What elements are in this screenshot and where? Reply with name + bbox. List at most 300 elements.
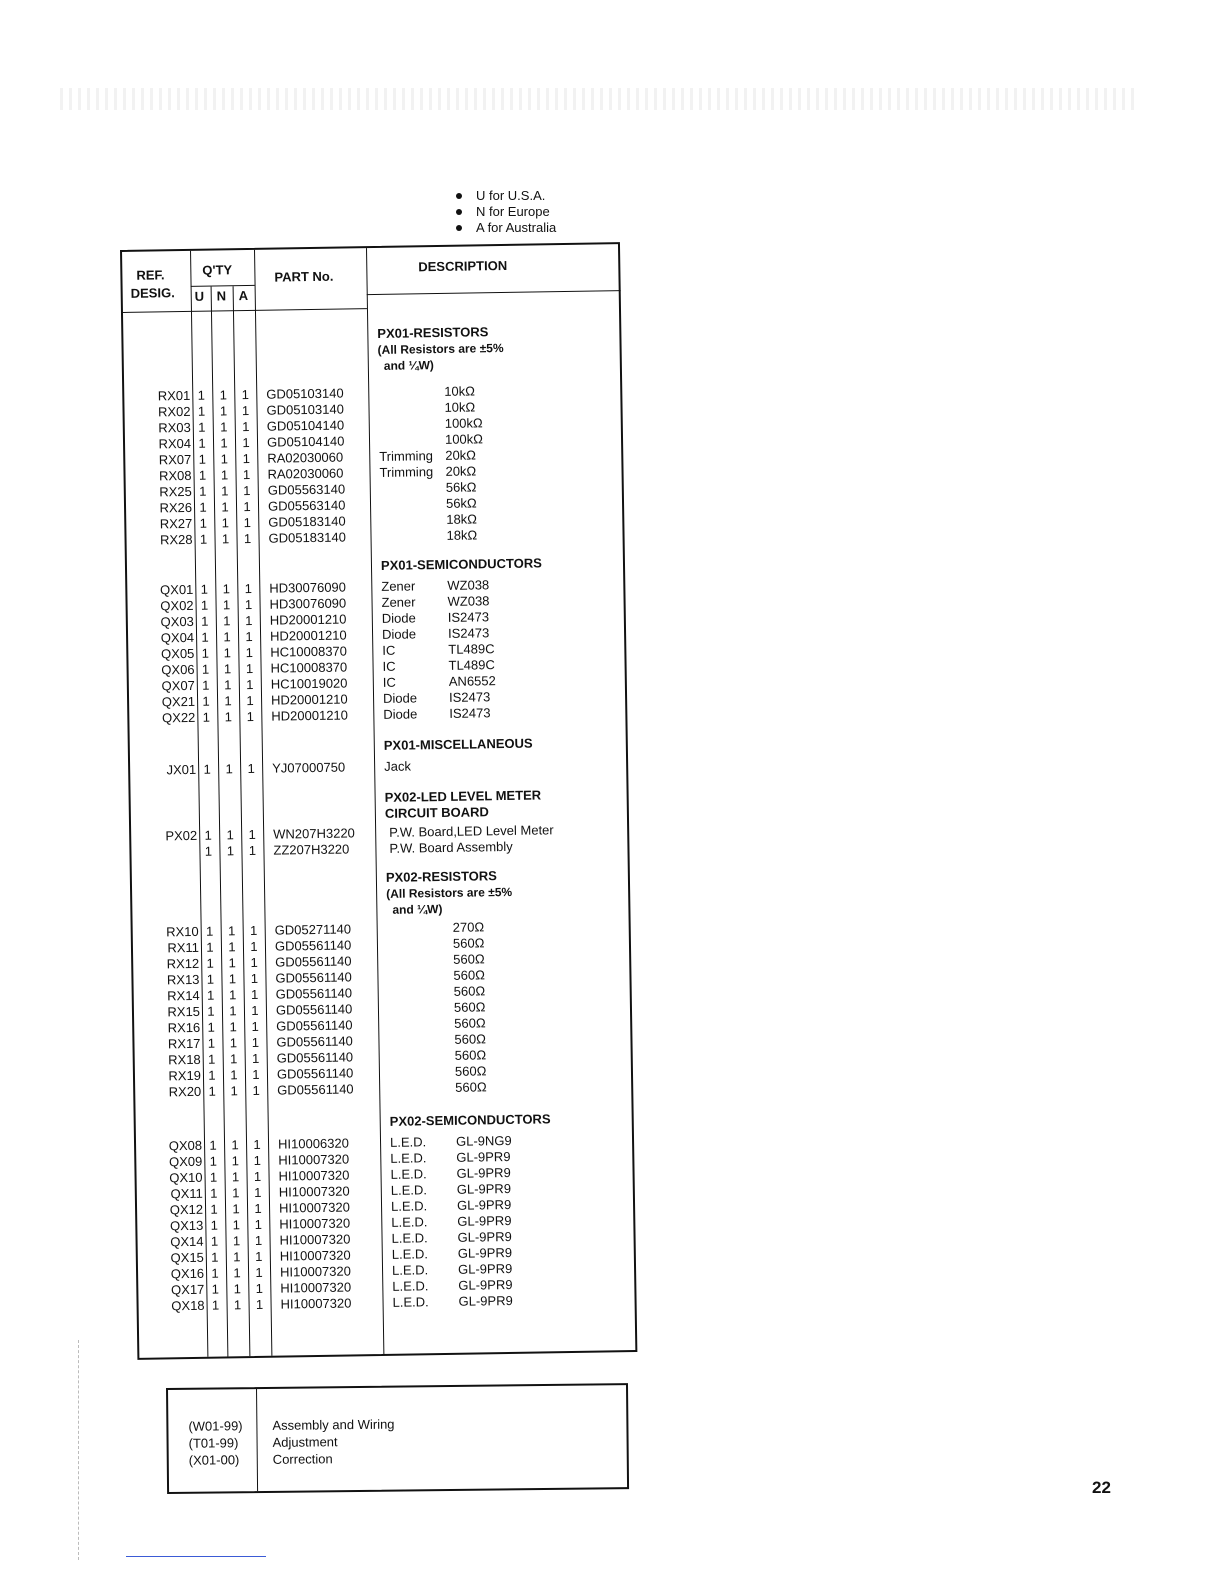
ref-desig: RX04 [158,435,192,452]
qty-a: 1 [250,970,259,987]
description-value: 100kΩ [444,415,483,431]
margin-line [78,1340,79,1560]
header-divider [123,310,255,313]
ref-desig [133,843,197,844]
part-number: RA02030060 [267,449,344,466]
part-number: HC10019020 [270,675,348,692]
description-value: GL-9PR9 [457,1212,512,1229]
ref-desig: RX16 [167,1019,201,1036]
description-type: Zener [381,578,416,594]
ref-desig: RX19 [168,1067,202,1084]
description-value: 20kΩ [445,447,477,463]
description-value: 560Ω [455,1079,487,1095]
qty-n: 1 [220,451,229,467]
ref-desig: RX10 [166,923,199,940]
description-value: 560Ω [453,951,485,967]
part-number: GD05561140 [274,937,352,954]
description-value: WZ038 [447,593,490,609]
section-title [377,324,504,374]
qty-u: 1 [206,971,215,987]
part-number: HI10007320 [278,1199,351,1216]
section-heading: PX01-SEMICONDUCTORS [380,555,542,573]
part-number: GD05104140 [266,433,345,450]
qty-a: 1 [254,1232,263,1249]
qty-a: 1 [243,498,251,515]
description-value: 270Ω [452,919,485,935]
qty-a: 1 [254,1200,262,1217]
part-number: HD30076090 [269,595,347,612]
ref-desig: RX18 [168,1051,201,1068]
ref-desig: RX07 [158,451,192,468]
qty-n: 1 [224,709,233,725]
part-number: GD05561140 [275,985,353,1002]
desig-header: DESIG. [130,285,175,301]
part-number: WN207H3220 [273,825,355,842]
bullet-icon [456,225,462,231]
qty-u: 1 [197,403,206,419]
header-divider [255,308,367,311]
qty-a: 1 [250,986,259,1003]
page-number: 22 [1092,1478,1111,1497]
qty-a: 1 [255,1248,263,1264]
part-number: GD05103140 [266,385,344,402]
qty-u: 1 [206,939,214,955]
qty-n: 1 [221,515,230,531]
part-number: HI10007320 [280,1279,352,1296]
qty-a: 1 [255,1280,264,1296]
ref-desig: RX17 [167,1035,201,1052]
description-type: L.E.D. [391,1230,428,1246]
part-number: RA02030060 [267,465,344,482]
qty-u: 1 [201,645,210,661]
ref-desig: RX15 [167,1003,201,1020]
qty-a: 1 [253,1136,261,1153]
description-type: IC [382,674,396,690]
legend-item [456,188,556,204]
qty-u: 1 [211,1297,220,1313]
qty-a: 1 [244,596,253,613]
qty-u: 1 [198,467,207,483]
part-number: HI10007320 [279,1231,351,1248]
description-value: 20kΩ [445,463,477,479]
section-title [390,1111,551,1130]
description-value: GL-9NG9 [455,1132,512,1149]
qty-u: 1 [207,1019,215,1035]
qty-u: 1 [206,987,215,1003]
qty-u: 1 [208,1067,216,1083]
qty-u: 1 [208,1083,216,1099]
qty-u: 1 [201,613,209,629]
qty-a: 1 [255,1296,264,1312]
qty-n: 1 [232,1217,241,1233]
ref-desig: QX14 [170,1233,204,1250]
qty-u: 1 [210,1233,219,1249]
part-number: HC10008370 [270,659,348,676]
qty-a: 1 [248,826,256,843]
ref-desig: QX08 [168,1137,203,1154]
description-value: TL489C [448,657,495,673]
column-divider [256,1389,258,1491]
qty-n: 1 [233,1265,241,1281]
description-type: P.W. Board Assembly [389,838,513,856]
description-value: GL-9PR9 [456,1180,512,1197]
qty-u: 1 [199,515,208,531]
part-number: HI10007320 [278,1167,350,1184]
description-value: GL-9PR9 [458,1292,513,1309]
ref-desig: RX14 [167,987,200,1004]
qty-u: 1 [197,387,206,403]
description-type: Trimming [379,448,434,464]
qty-n: 1 [229,1035,238,1051]
part-number: GD05561140 [276,1033,353,1050]
qty-a: 1 [255,1264,263,1280]
qty-n: 1 [233,1249,241,1265]
qty-n: 1 [227,923,236,939]
qty-a: 1 [241,386,250,403]
qty-a: 1 [254,1184,262,1201]
qty-a: 1 [243,530,252,547]
qty-u: 1 [210,1217,219,1233]
qty-u: 1 [198,419,206,435]
part-number: GD05563140 [267,497,346,514]
qty-a: 1 [251,1034,260,1051]
qty-a: 1 [252,1066,260,1083]
qty-u: 1 [198,435,206,451]
part-number: HD20001210 [269,627,347,644]
qty-u: 1 [209,1169,218,1185]
part-number: YJ07000750 [272,759,346,776]
table-row [130,754,626,779]
qty-u: 1 [207,1035,216,1051]
description-value: IS2473 [447,609,490,625]
qty-a: 1 [242,450,251,467]
parts-table [120,242,637,1360]
part-number: GD05561140 [276,1017,353,1034]
qty-n: 1 [228,955,236,971]
qty-n: 1 [221,483,229,499]
qty-n: 1 [223,629,231,645]
qty-n-header: N [216,288,227,304]
qty-u: 1 [207,1003,215,1019]
qty-a: 1 [246,676,254,693]
ref-desig: QX10 [169,1169,203,1186]
description-type: Diode [382,690,418,706]
qty-a: 1 [251,1050,260,1067]
ref-header: REF. [136,267,165,283]
code-label: (W01-99) [188,1418,243,1434]
ref-desig: QX05 [160,645,195,662]
qty-n: 1 [230,1067,238,1083]
qty-n: 1 [224,677,232,693]
legend-item [456,220,556,236]
part-number: HI10007320 [279,1247,351,1264]
qty-u-header: U [194,288,205,304]
section-heading: PX01-MISCELLANEOUS [383,735,533,753]
part-number: HI10007320 [278,1183,350,1200]
section-heading: PX01-RESISTORS [377,324,489,341]
qty-n: 1 [232,1201,240,1217]
qty-u: 1 [201,629,209,645]
qty-n: 1 [233,1281,242,1297]
qty-a: 1 [245,612,253,629]
qty-a: 1 [251,1002,259,1019]
code-meaning: Assembly and Wiring [272,1416,395,1433]
section-note: (All Resistors are ±5% [377,340,504,357]
qty-a-header: A [238,287,249,304]
qty-n: 1 [220,467,229,483]
qty-u: 1 [210,1201,218,1217]
qty-a: 1 [253,1152,262,1169]
part-number: GD05561140 [275,969,352,986]
description-type: Diode [381,626,417,642]
section-note: and ¼W) [392,902,443,917]
description-value: IS2473 [448,689,491,705]
qty-n: 1 [228,939,236,955]
legend-text: N for Europe [476,204,550,219]
qty-n: 1 [220,419,228,435]
part-number: GD05183140 [268,529,346,546]
part-number: HC10008370 [270,643,348,660]
qty-n: 1 [233,1297,242,1313]
qty-a: 1 [246,708,255,725]
description-value: 560Ω [454,1063,487,1079]
ref-desig: QX22 [161,709,196,726]
qty-n: 1 [231,1169,240,1185]
section-title [386,868,513,918]
description-type: Diode [383,706,418,722]
revision-code-legend [166,1383,629,1494]
qty-n: 1 [229,1019,237,1035]
ref-desig: QX21 [161,693,196,710]
ref-desig: RX11 [167,939,200,956]
part-number: GD05561140 [276,1049,354,1066]
qty-n: 1 [232,1233,241,1249]
part-number: GD05104140 [266,417,345,434]
ref-desig: QX06 [161,661,195,678]
qty-n: 1 [226,843,235,859]
ref-desig: QX15 [170,1249,204,1266]
part-number: HI10007320 [278,1151,350,1168]
section-title [385,787,542,821]
ref-desig: QX09 [168,1153,203,1170]
qty-a: 1 [252,1082,260,1099]
code-meaning: Correction [272,1451,333,1467]
legend-item [456,204,556,220]
description-type: L.E.D. [391,1246,429,1262]
ref-desig: RX13 [166,971,200,988]
part-number: HI10007320 [279,1263,352,1280]
qty-a: 1 [251,1018,259,1035]
section-heading: PX02-RESISTORS [385,868,498,885]
part-header: PART No. [274,268,334,285]
description-type: L.E.D. [389,1134,427,1150]
description-value: 56kΩ [445,495,477,511]
qty-n: 1 [226,827,234,843]
description-value: 560Ω [454,1015,486,1031]
qty-u: 1 [211,1265,219,1281]
description-value: GL-9PR9 [457,1260,513,1277]
part-number: GD05183140 [268,513,346,530]
description-type: L.E.D. [390,1198,428,1214]
qty-n: 1 [229,1003,237,1019]
qty-u: 1 [204,843,213,859]
ref-desig: QX12 [169,1201,204,1218]
footer-rule [126,1556,266,1557]
qty-n: 1 [231,1153,240,1169]
country-legend [456,188,556,236]
description-value: 56kΩ [445,479,477,495]
bullet-icon [456,193,462,199]
section-heading: CIRCUIT BOARD [384,804,489,821]
qty-n: 1 [224,693,232,709]
description-value: 18kΩ [446,511,478,527]
description-value: 560Ω [453,983,486,999]
ref-desig: RX20 [168,1083,202,1100]
qty-u: 1 [201,661,210,677]
description-type: Jack [384,758,411,774]
description-value: IS2473 [447,625,490,641]
ref-desig: QX11 [170,1185,203,1202]
qty-a: 1 [243,482,251,499]
qty-u: 1 [211,1249,219,1265]
qty-u: 1 [202,693,210,709]
qty-a: 1 [245,644,254,661]
description-value: TL489C [448,641,495,657]
ref-desig: RX12 [166,955,200,972]
section-title [384,736,533,754]
ref-desig: RX25 [159,483,192,500]
legend-text: U for U.S.A. [476,188,546,203]
part-number: ZZ207H3220 [273,841,350,858]
description-type: Zener [381,594,416,610]
section-note: (All Resistors are ±5% [386,884,513,901]
qty-a: 1 [254,1216,263,1233]
description-type: L.E.D. [390,1166,427,1182]
qty-n: 1 [222,597,231,613]
description-type: L.E.D. [390,1182,428,1198]
qty-n: 1 [223,645,232,661]
qty-a: 1 [249,922,258,939]
description-type: L.E.D. [392,1294,429,1310]
qty-u: 1 [199,531,208,547]
qty-n: 1 [219,387,228,403]
code-label: (T01-99) [188,1435,239,1451]
qty-n: 1 [221,499,229,515]
qty-n: 1 [223,661,232,677]
ref-desig: QX02 [160,597,194,614]
code-meaning: Adjustment [272,1434,338,1450]
qty-u: 1 [200,597,209,613]
description-value: 560Ω [452,935,485,951]
description-value: GL-9PR9 [456,1164,511,1181]
ref-desig: QX18 [171,1297,205,1314]
qty-a: 1 [242,434,250,451]
ref-desig: QX01 [159,581,194,598]
part-number: GD05271140 [274,921,352,938]
qty-a: 1 [245,660,254,677]
ref-desig: QX13 [169,1217,204,1234]
ref-desig: RX27 [159,515,193,532]
description-value: GL-9PR9 [458,1276,513,1293]
qty-a: 1 [245,628,253,645]
qty-a: 1 [250,954,258,971]
section-note: and ¼W) [383,358,434,373]
description-type: Diode [381,610,416,626]
ref-desig: RX02 [157,403,191,420]
description-value: IS2473 [449,705,491,721]
header-divider [367,290,621,295]
description-type: L.E.D. [391,1262,429,1278]
ref-desig: RX26 [159,499,193,516]
description-value: GL-9PR9 [456,1148,511,1165]
qty-u: 1 [199,483,207,499]
qty-n: 1 [228,987,237,1003]
ref-desig: QX16 [170,1265,205,1282]
qty-u: 1 [200,581,209,597]
description-type: L.E.D. [392,1278,429,1294]
part-number: HD20001210 [269,611,347,628]
description-value: AN6552 [448,673,496,689]
qty-u: 1 [209,1153,218,1169]
scan-noise [60,88,1140,110]
ref-desig: RX08 [158,467,192,484]
section-heading: PX02-SEMICONDUCTORS [389,1111,551,1129]
ref-desig: RX01 [157,387,191,404]
qty-a: 1 [244,580,253,597]
section-heading: PX02-LED LEVEL METER [384,787,542,805]
description-type: P.W. Board,LED Level Meter [389,822,554,840]
ref-desig: RX03 [158,419,191,436]
qty-n: 1 [225,761,233,777]
legend-text: A for Australia [476,220,557,235]
qty-a: 1 [242,466,251,483]
part-number: HD20001210 [270,691,348,708]
description-value: GL-9PR9 [456,1196,512,1213]
description-value: GL-9PR9 [457,1228,512,1245]
part-number: HI10006320 [277,1135,350,1152]
qty-a: 1 [253,1168,262,1185]
qty-u: 1 [199,499,207,515]
qty-n: 1 [231,1137,239,1153]
part-number: GD05561140 [277,1081,354,1098]
ref-desig: QX17 [170,1281,205,1298]
part-number: GD05561140 [275,1001,353,1018]
qty-n: 1 [228,971,237,987]
description-value: 10kΩ [444,383,476,399]
qty-n: 1 [232,1185,240,1201]
description-value: WZ038 [447,577,490,593]
qty-u: 1 [205,923,214,939]
qty-u: 1 [204,827,212,843]
qty-u: 1 [202,677,210,693]
qty-n: 1 [223,613,231,629]
qty-n: 1 [221,531,230,547]
qty-a: 1 [243,514,252,531]
qty-u: 1 [198,451,207,467]
qty-n: 1 [230,1083,238,1099]
part-number: GD05561140 [275,953,352,970]
ref-desig: QX07 [161,677,195,694]
part-number: HI10007320 [280,1295,352,1312]
qty-u: 1 [209,1137,217,1153]
qty-a: 1 [246,692,254,709]
qty-u: 1 [211,1281,220,1297]
description-header: DESCRIPTION [418,257,508,275]
qty-header: Q'TY [202,262,233,278]
qty-n: 1 [229,1051,238,1067]
part-number: GD05563140 [267,481,346,498]
qty-a: 1 [241,402,250,419]
